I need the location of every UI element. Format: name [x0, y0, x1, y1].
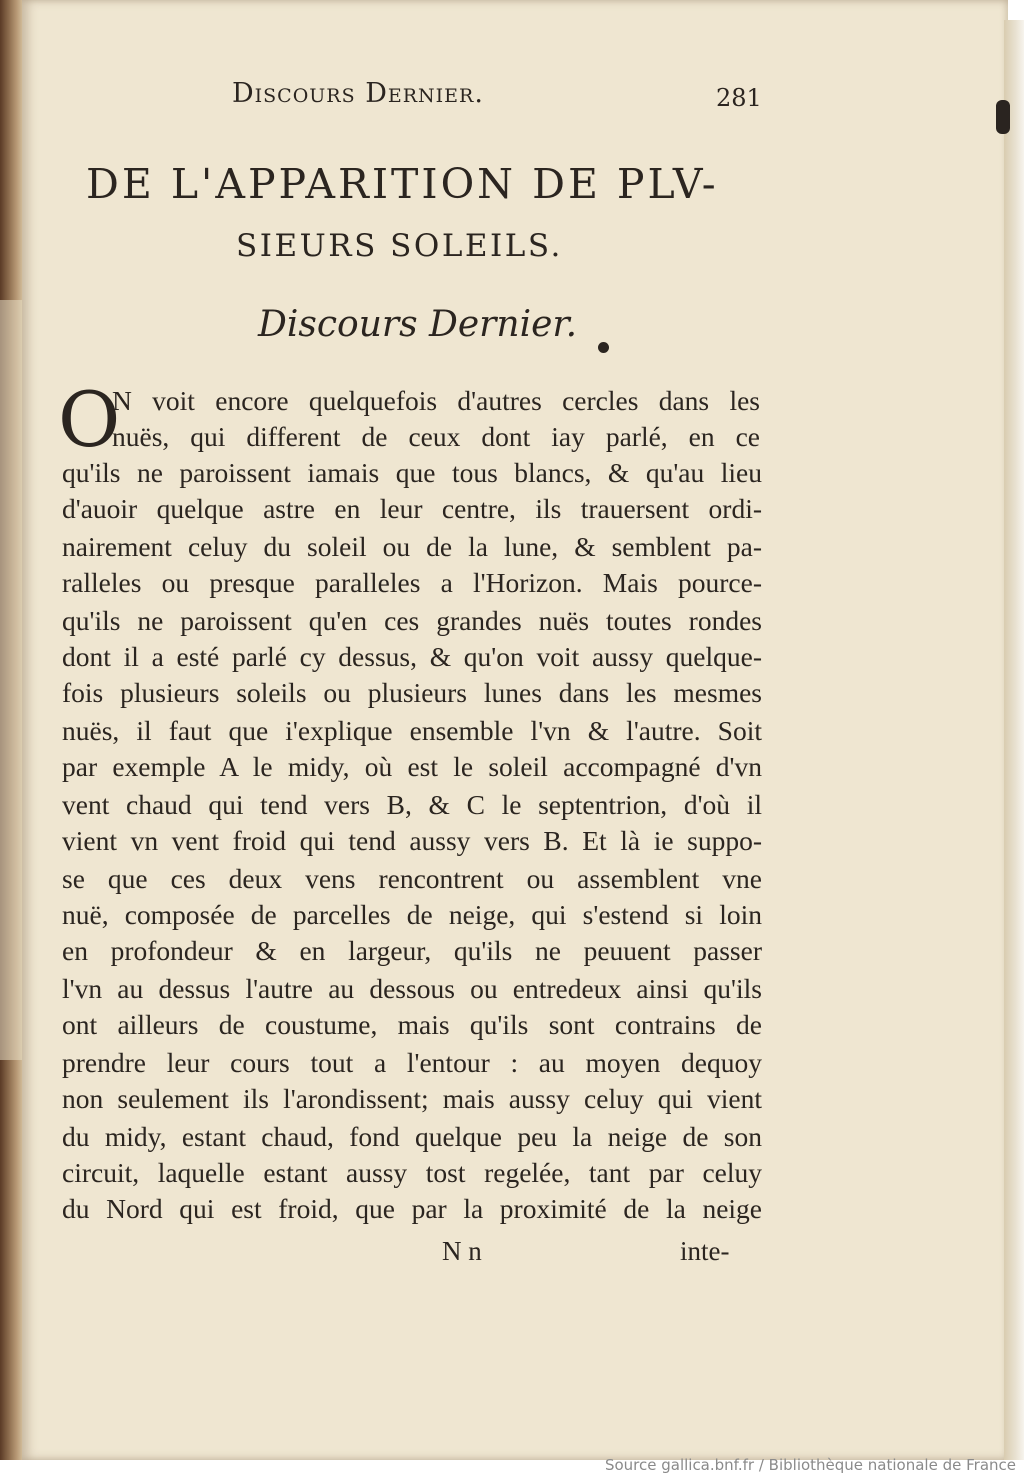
text-line: par exemple A le midy, où est le soleil accompagné d'vn — [62, 751, 762, 782]
chapter-title-line-2: SIEURS SOLEILS. — [236, 228, 563, 264]
text-line: N voit encore quelquefois d'autres cercles dans les — [112, 385, 760, 416]
drop-cap: O — [58, 375, 121, 464]
text-line: du midy, estant chaud, fond quelque peu la neige de son — [62, 1121, 762, 1152]
text-line: en profondeur & en largeur, qu'ils ne peuuent passer — [62, 935, 762, 966]
text-line: dont il a esté parlé cy dessus, & qu'on voit aussy quelque- — [62, 641, 762, 672]
binding-mark — [996, 100, 1010, 134]
text-line: vient vn vent froid qui tend aussy vers B. Et là ie suppo- — [62, 825, 762, 856]
text-line: qu'ils ne paroissent qu'en ces grandes nuës toutes rondes — [62, 605, 762, 636]
text-line: vent chaud qui tend vers B, & C le septentrion, d'où il — [62, 789, 762, 820]
page-right-edge — [1004, 20, 1024, 1460]
signature-mark: N n — [442, 1236, 482, 1266]
text-line: du Nord qui est froid, que par la proximité de la neige — [62, 1193, 762, 1224]
text-line: nairement celuy du soleil ou de la lune, & semblent pa- — [62, 531, 762, 562]
text-line: nuës, il faut que i'explique ensemble l'vn & l'autre. Soit — [62, 715, 762, 746]
page-number: 281 — [716, 84, 762, 112]
text-line: ont ailleurs de coustume, mais qu'ils sont contrains de — [62, 1009, 762, 1040]
text-line: fois plusieurs soleils ou plusieurs lunes dans les mesmes — [62, 677, 762, 708]
text-line: non seulement ils l'arondissent; mais aussy celuy qui vient — [62, 1083, 762, 1114]
source-credit: Source gallica.bnf.fr / Bibliothèque nationale de France — [604, 1456, 1016, 1474]
text-line: prendre leur cours tout a l'entour : au moyen dequoy — [62, 1047, 762, 1078]
running-title: Discours Dernier. — [232, 78, 484, 109]
text-line: l'vn au dessus l'autre au dessous ou entredeux ainsi qu'ils — [62, 973, 762, 1004]
ink-dot — [598, 342, 609, 353]
text-line: nuë, composée de parcelles de neige, qui s'estend si loin — [62, 899, 762, 930]
text-line: d'auoir quelque astre en leur centre, ils trauersent ordi- — [62, 493, 762, 524]
text-line: qu'ils ne paroissent iamais que tous blancs, & qu'au lieu — [62, 457, 762, 488]
text-line: ralleles ou presque paralleles a l'Horizon. Mais pource- — [62, 567, 762, 598]
section-heading: Discours Dernier. — [258, 304, 578, 345]
text-line: nuës, qui different de ceux dont iay parlé, en ce — [112, 421, 760, 452]
chapter-title-line-1: DE L'APPARITION DE PLV- — [86, 160, 719, 208]
catchword: inte- — [680, 1236, 730, 1266]
text-line: se que ces deux vens rencontrent ou assemblent vne — [62, 863, 762, 894]
text-line: circuit, laquelle estant aussy tost regelée, tant par celuy — [62, 1157, 762, 1188]
facing-page-edge — [0, 300, 22, 1060]
